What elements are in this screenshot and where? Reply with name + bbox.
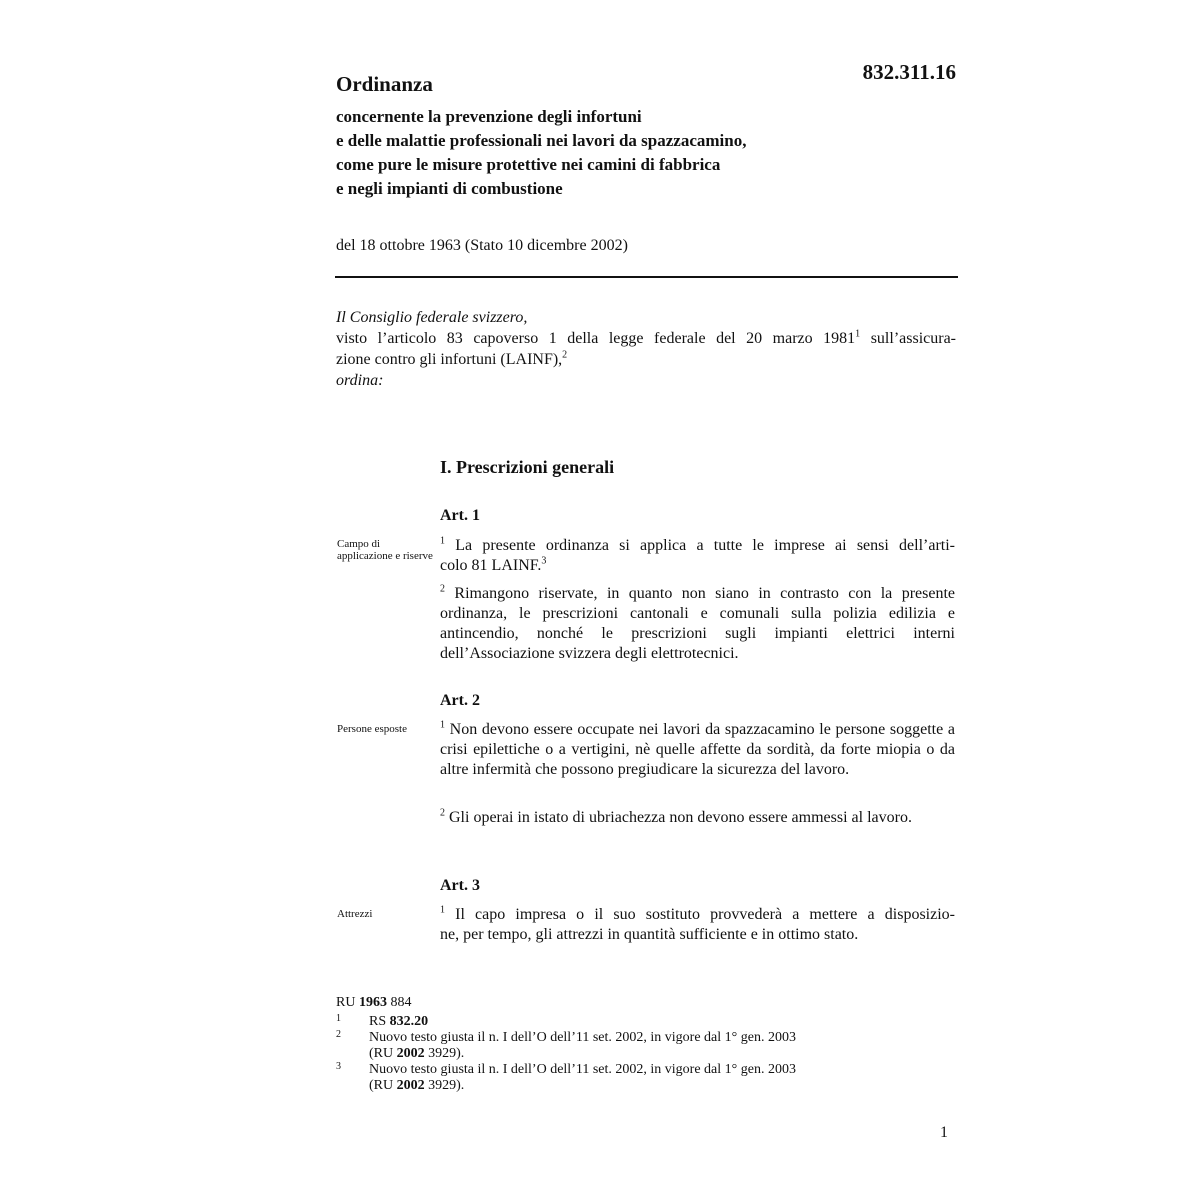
paragraph-text: colo 81 LAINF. <box>440 557 542 574</box>
preamble-ordina: ordina: <box>336 372 384 389</box>
document-title: Ordinanza <box>336 72 433 96</box>
footnote <box>336 1030 796 1062</box>
paragraph-text: Non devono essere occupate nei lavori da spazzacamino le persone soggette a crisi epilettiche o a vertigini, nè quelle affette da sordità, da forte miopia o da altre infermità che possono pregiudicare la sicurezza del lavoro. <box>440 721 955 778</box>
article-heading: Art. 1 <box>440 507 480 524</box>
paragraph-number: 2 <box>440 583 445 595</box>
preamble-text: zione contro gli infortuni (LAINF), <box>336 351 563 368</box>
footnote-ref[interactable]: 1 <box>855 328 861 340</box>
paragraph-number: 2 <box>440 807 445 819</box>
article-heading: Art. 3 <box>440 877 480 894</box>
preamble <box>336 307 956 391</box>
subtitle-line: come pure le misure protettive nei camini di fabbrica <box>336 155 721 174</box>
paragraph-text: Il capo impresa o il suo sostituto provvederà a mettere a disposizio- <box>445 906 955 923</box>
article-paragraph <box>440 720 955 780</box>
document-number: 832.311.16 <box>862 60 956 84</box>
preamble-line <box>336 328 956 349</box>
footnotes <box>336 1014 796 1094</box>
paragraph-text: La presente ordinanza si applica a tutte le imprese ai sensi dell’arti- <box>445 537 955 554</box>
preamble-text: sull’assicura- <box>860 330 957 347</box>
paragraph-line <box>440 905 955 925</box>
ru-reference <box>336 995 411 1011</box>
ru-year: 1963 <box>358 995 387 1010</box>
header-divider <box>335 276 958 278</box>
document-subtitle <box>336 105 746 201</box>
footnote-ref[interactable]: 3 <box>541 555 547 567</box>
margin-note: Campo di applicazione e riserve <box>337 538 433 562</box>
paragraph-text: Rimangono riservate, in quanto non siano in contrasto con la presente ordinanza, le prescrizioni cantonali e comunali sulla polizia edilizia e antincendio, nonché le prescrizioni sugli impianti elettrici interni dell’Associazione svizzera degli elettrotecnici. <box>440 585 955 662</box>
article-paragraph <box>440 905 955 945</box>
paragraph-line: ne, per tempo, gli attrezzi in quantità sufficiente e in ottimo stato. <box>440 926 859 943</box>
preamble-authority: Il Consiglio federale svizzero, <box>336 309 528 326</box>
footnote-number: 2 <box>336 1029 341 1040</box>
paragraph-line <box>440 556 955 576</box>
paragraph-number: 1 <box>440 904 445 916</box>
subtitle-line: e delle malattie professionali nei lavori da spazzacamino, <box>336 131 747 150</box>
footnote-text: (RU 2002 3929). <box>369 1046 465 1061</box>
paragraph-number: 1 <box>440 535 445 547</box>
footnote-ref[interactable]: 2 <box>562 349 568 361</box>
footnote <box>336 1014 796 1030</box>
paragraph-number: 1 <box>440 719 445 731</box>
footnote-text: Nuovo testo giusta il n. I dell’O dell’11 set. 2002, in vigore dal 1° gen. 2003 <box>369 1030 796 1045</box>
article-paragraph <box>440 808 955 828</box>
article-paragraph <box>440 584 955 664</box>
margin-note: Attrezzi <box>337 908 373 920</box>
subtitle-line: concernente la prevenzione degli infortuni <box>336 107 642 126</box>
preamble-text: visto l’articolo 83 capoverso 1 della legge federale del 20 marzo 1981 <box>336 330 856 347</box>
ru-page: 884 <box>386 995 412 1010</box>
footnote-bold: 832.20 <box>389 1014 429 1029</box>
section-title: I. Prescrizioni generali <box>440 457 615 477</box>
paragraph-line <box>440 536 955 556</box>
footnote-number: 3 <box>336 1061 341 1072</box>
preamble-line <box>336 349 956 370</box>
footnote-number: 1 <box>336 1013 341 1024</box>
margin-note: Persone esposte <box>337 723 407 735</box>
document-date: del 18 ottobre 1963 (Stato 10 dicembre 2002) <box>336 237 628 254</box>
subtitle-line: e negli impianti di combustione <box>336 179 563 198</box>
footnote-text: Nuovo testo giusta il n. I dell’O dell’11 set. 2002, in vigore dal 1° gen. 2003 <box>369 1062 796 1077</box>
ru-prefix: RU <box>336 995 359 1010</box>
footnote-text: (RU 2002 3929). <box>369 1078 465 1093</box>
article-heading: Art. 2 <box>440 692 480 709</box>
page-number: 1 <box>940 1124 948 1141</box>
footnote <box>336 1062 796 1094</box>
paragraph-text: Gli operai in istato di ubriachezza non devono essere ammessi al lavoro. <box>445 809 912 826</box>
footnote-text: RS <box>369 1014 390 1029</box>
article-paragraph <box>440 536 955 576</box>
